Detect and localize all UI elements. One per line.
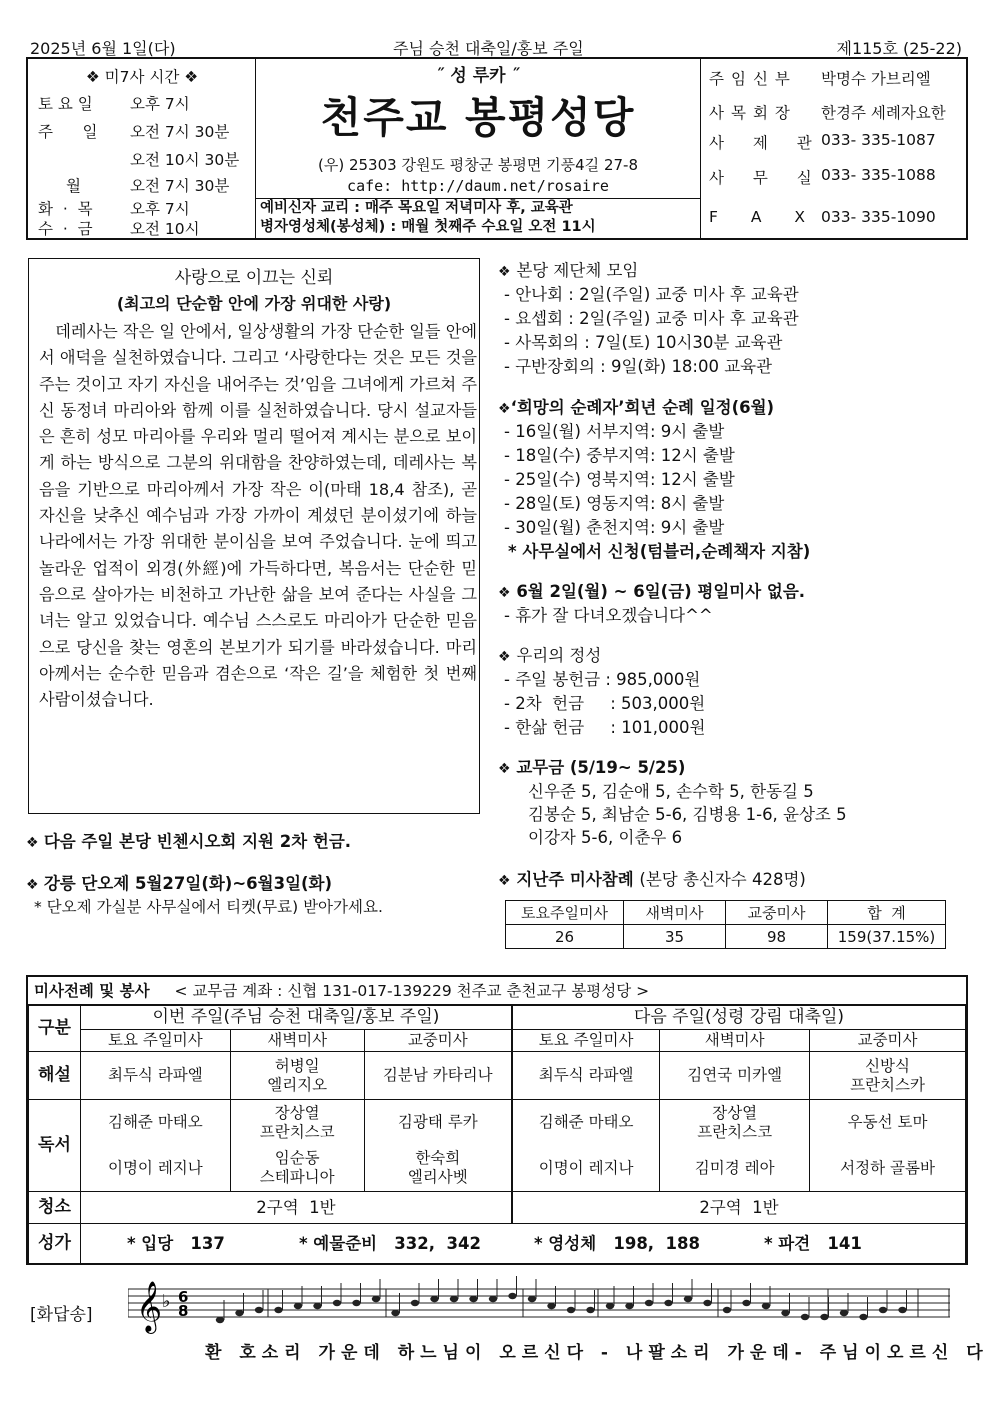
table-cell: 김광태 루카 — [364, 1100, 512, 1146]
table-cell: 최두식 라파엘 — [80, 1052, 230, 1100]
table-header: 교중미사 — [726, 901, 828, 925]
note — [840, 1310, 848, 1316]
music-staff — [128, 1275, 950, 1335]
header-notes — [256, 198, 700, 238]
list-item: - 28일(토) 영동지역: 8시 출발 — [504, 494, 725, 513]
this-week-header: 이번 주일(주님 승천 대축일/홍보 주일) — [80, 1006, 512, 1030]
table-cell: 한숙희 엘리사벳 — [364, 1146, 512, 1192]
sick-communion-note: 병자영성체(봉성체) : 매월 첫째주 수요일 오전 11시 — [260, 219, 596, 235]
reflection-box — [28, 258, 480, 814]
table-row — [29, 1192, 966, 1224]
mass-column: 새벽미사 — [660, 1030, 810, 1052]
table-cell: 김해준 마태오 — [512, 1100, 660, 1146]
heading-text: 6월 2일(월) ~ 6일(금) 평일미사 없음. — [516, 582, 806, 601]
contacts-panel — [700, 59, 966, 238]
treble-clef-icon: 𝄞 — [136, 1281, 163, 1332]
row-label: 독서 — [29, 1100, 81, 1192]
psalm-notes — [216, 1276, 918, 1323]
liturgy-title: 미사전례 및 봉사 — [34, 982, 150, 1000]
note — [294, 1303, 302, 1309]
mass-times-title: ❖ 미7사 시간 ❖ — [85, 68, 199, 86]
contact-row — [709, 101, 965, 123]
reflection-body: 데레사는 작은 일 안에서, 일상생활의 가장 단순한 일들 안에서 애덕을 실천하였습니다. 그리고 ‘사랑한다는 것은 모든 것을 주는 것이고 자기 자신을 내어주는 것’임을 그녀에게 가르쳐 주신 동정녀 마리아와 함께 이를 실천하였습니다. 당시 설교자들은 흔히 성모 마리아를 우리와 멀리 떨어져 계시는 분으로 보이게 하는 방식으로 그분의 위대함을 찬양하였는데, 데레사는 복음을 기반으로 마리아께서 가장 작은 이(마태 18,4 참조), 곧 자신을 낮추신 예수님과 가장 가까이 계셨던 분이셨기에 하늘나라에서는 가장 위대한 분이심을 보여 주었습니다. 눈에 띄고 놀라운 업적이 외경(外經)에 가득하다면, 복음서는 단순한 믿음으로 살아가는 비천하고 가난한 삶을 보여 준다는 사실을 그녀는 알고 있었습니다. 예수님 스스로도 마리아가 단순한 믿음으로 당신을 찾는 영혼의 본보기가 되기를 바라셨습니다. 마리아께서는 순수한 믿음과 겸손으로 ‘작은 길’을 체험한 첫 번째 사람이셨습니다. — [39, 322, 477, 710]
contact-value: 033- 335-1088 — [821, 166, 936, 184]
note — [664, 1300, 672, 1306]
contact-value: 033- 335-1090 — [821, 208, 936, 226]
diamond-icon: ❖ — [26, 877, 39, 893]
table-cell: 김해준 마태오 — [80, 1100, 230, 1146]
note — [255, 1307, 263, 1313]
list-item: 이강자 5-6, 이춘우 6 — [528, 828, 683, 847]
note — [781, 1310, 789, 1316]
section-heading — [498, 868, 968, 892]
list-item: - 2차 헌금 : 503,000원 — [504, 694, 706, 713]
table-row — [506, 901, 946, 925]
mass-day: 토 요 일 — [38, 95, 93, 113]
mass-column: 새벽미사 — [230, 1030, 364, 1052]
list-item: - 구반장회의 : 9일(화) 18:00 교육관 — [504, 357, 773, 376]
flat-icon: ♭ — [162, 1291, 171, 1312]
mass-time: 오후 7시 — [130, 200, 190, 218]
header-box — [26, 57, 968, 240]
note — [859, 1314, 867, 1320]
cleaning-this-week: 2구역 1반 — [80, 1192, 512, 1224]
contact-row — [709, 131, 965, 153]
notice-vincent — [26, 828, 351, 852]
contact-row — [709, 166, 965, 188]
row-label: 해설 — [29, 1052, 81, 1100]
hymn-dismissal: * 파견 141 — [763, 1234, 862, 1253]
mass-day: 주 일 — [38, 123, 98, 141]
issue-number: 제115호 (25-22) — [836, 39, 962, 58]
table-header: 토요주일미사 — [506, 901, 624, 925]
time-signature-bottom: 8 — [178, 1302, 189, 1320]
table-row — [29, 1224, 966, 1264]
table-cell: 허병일 엘리지오 — [230, 1052, 364, 1100]
mass-day: 화 · 목 — [38, 200, 93, 218]
patron-saint: ˝ 성 루카 ˝ — [435, 66, 521, 86]
row-label: 청소 — [29, 1192, 81, 1224]
contact-label: F A X — [709, 208, 819, 226]
section-heading — [498, 396, 968, 420]
note — [898, 1307, 906, 1313]
note — [274, 1307, 282, 1313]
note — [723, 1307, 731, 1313]
hymn-numbers — [80, 1224, 965, 1264]
list-item: 신우준 5, 김순애 5, 손수학 5, 한동길 5 — [528, 782, 814, 801]
cleaning-next-week: 2구역 1반 — [512, 1192, 966, 1224]
contact-label: 사 제 관 — [709, 134, 824, 152]
diamond-icon: ❖ — [498, 649, 511, 665]
hymn-communion: * 영성체 198, 188 — [533, 1234, 701, 1253]
catechumen-note: 예비신자 교리 : 매주 목요일 저녁미사 후, 교육관 — [260, 200, 573, 216]
notice-text: 강릉 단오제 5월27일(화)~6월3일(화) — [43, 874, 333, 893]
note — [762, 1303, 770, 1309]
next-week-header: 다음 주일(성령 강림 대축일) — [512, 1006, 966, 1030]
mass-time: 오전 7시 30분 — [130, 177, 230, 195]
contact-value: 한경주 세례자요한 — [821, 104, 946, 122]
time-signature-top: 6 — [178, 1288, 189, 1306]
mass-time: 오전 7시 30분 — [130, 123, 230, 141]
list-item: 김봉순 5, 최남순 5-6, 김병용 1-6, 윤상조 5 — [528, 805, 847, 824]
top-line — [30, 36, 962, 58]
bulletin-date: 2025년 6월 1일(다) — [30, 39, 176, 58]
note — [625, 1303, 633, 1309]
note — [352, 1300, 360, 1306]
diocese-dues-section — [498, 756, 968, 849]
note — [216, 1317, 224, 1323]
list-item: - 요셉회 : 2일(주일) 교중 미사 후 교육관 — [504, 309, 799, 328]
liturgy-bar — [28, 977, 966, 1005]
note — [606, 1303, 614, 1309]
no-mass-section — [498, 580, 968, 628]
note — [372, 1296, 380, 1302]
psalm-label: [화답송] — [30, 1305, 93, 1325]
list-item: - 16일(월) 서부지역: 9시 출발 — [504, 422, 725, 441]
note — [489, 1296, 497, 1302]
note — [742, 1300, 750, 1306]
note — [430, 1296, 438, 1302]
note — [879, 1307, 887, 1313]
service-grid — [28, 1005, 966, 1264]
pilgrimage-note: * 사무실에서 신청(텀블러,순례책자 지참) — [508, 542, 811, 561]
diamond-icon: ❖ — [498, 401, 511, 417]
table-cell: 우동선 토마 — [810, 1100, 966, 1146]
psalm-lyrics: 환 호소리 가운데 하느님이 오르신다 - 나팔소리 가운데- 주님이오르신 다 — [205, 1343, 989, 1363]
mass-column: 교중미사 — [364, 1030, 512, 1052]
note — [411, 1300, 419, 1306]
note — [508, 1293, 516, 1299]
table-cell: 서정하 골롬바 — [810, 1146, 966, 1192]
reflection-title: 사랑으로 이끄는 신뢰 — [174, 268, 334, 288]
mass-column: 교중미사 — [810, 1030, 966, 1052]
note — [469, 1296, 477, 1302]
parish-groups-section — [498, 259, 968, 379]
contact-label: 사목회장 — [709, 104, 797, 122]
row-label: 성가 — [29, 1224, 81, 1264]
table-cell: 최두식 라파엘 — [512, 1052, 660, 1100]
table-row — [29, 1030, 966, 1052]
table-cell: 김연국 미카엘 — [660, 1052, 810, 1100]
list-item: - 사목회의 : 7일(토) 10시30분 교육관 — [504, 333, 783, 352]
mass-time: 오후 7시 — [130, 95, 190, 113]
table-cell: 98 — [726, 925, 828, 949]
note — [820, 1314, 828, 1320]
note — [684, 1296, 692, 1302]
parish-address: (우) 25303 강원도 평창군 봉평면 기풍4길 27-8 — [318, 156, 638, 174]
table-header: 합 계 — [828, 901, 946, 925]
mass-column: 토요 주일미사 — [80, 1030, 230, 1052]
hymn-offertory: * 예물준비 332, 342 — [298, 1234, 481, 1253]
table-cell: 장상열 프란치스코 — [660, 1100, 810, 1146]
note — [235, 1310, 243, 1316]
hymn-entrance: * 입당 137 — [126, 1234, 225, 1253]
table-cell: 임순동 스테파니아 — [230, 1146, 364, 1192]
section-heading — [498, 259, 968, 283]
table-cell: 35 — [624, 925, 726, 949]
heading-text: 교무금 (5/19~ 5/25) — [516, 758, 686, 777]
note — [528, 1296, 536, 1302]
attendance-section — [498, 868, 968, 892]
contact-label: 주임신부 — [709, 70, 797, 88]
table-cell: 159(37.15%) — [828, 925, 946, 949]
attendance-note: (본당 총신자수 428명) — [639, 870, 806, 889]
section-heading — [498, 580, 968, 604]
table-header: 새벽미사 — [624, 901, 726, 925]
table-row — [506, 925, 946, 949]
mass-time: 오전 10시 — [130, 220, 200, 238]
table-row — [29, 1100, 966, 1146]
dues-account: < 교무금 계좌 : 신협 131-017-139229 천주교 춘천교구 봉평성당 > — [174, 982, 650, 1000]
contact-value: 박명수 가브리엘 — [821, 70, 931, 88]
contact-value: 033- 335-1087 — [821, 131, 936, 149]
diamond-icon: ❖ — [498, 264, 511, 280]
section-heading — [498, 644, 968, 668]
table-cell: 이명이 레지나 — [512, 1146, 660, 1192]
row-label: 구분 — [29, 1006, 81, 1052]
note — [645, 1300, 653, 1306]
list-item: - 휴가 잘 다녀오겠습니다^^ — [504, 606, 713, 625]
table-cell: 김미경 레아 — [660, 1146, 810, 1192]
attendance-table — [505, 900, 946, 949]
note — [801, 1314, 809, 1320]
table-row — [29, 1146, 966, 1192]
heading-text: 본당 제단체 모임 — [516, 261, 639, 280]
heading-text: ‘희망의 순례자’희년 순례 일정(6월) — [510, 398, 775, 417]
contact-label: 사 무 실 — [709, 169, 824, 187]
table-row — [29, 1052, 966, 1100]
section-heading — [498, 756, 968, 780]
note — [450, 1296, 458, 1302]
parish-identity — [256, 59, 700, 238]
list-item: - 주일 봉헌금 : 985,000원 — [504, 670, 701, 689]
parish-name: 천주교 봉평성당 — [320, 93, 636, 142]
pilgrimage-section — [498, 396, 968, 564]
table-cell: 신방식 프란치스카 — [810, 1052, 966, 1100]
mass-day: 수 · 금 — [38, 220, 93, 238]
heading-text: 지난주 미사참례 — [516, 870, 634, 889]
table-cell: 이명이 레지나 — [80, 1146, 230, 1192]
diamond-icon: ❖ — [498, 761, 511, 777]
mass-time: 오전 10시 30분 — [130, 151, 240, 169]
table-cell: 장상열 프란치스코 — [230, 1100, 364, 1146]
contact-row — [709, 208, 965, 230]
mass-column: 토요 주일미사 — [512, 1030, 660, 1052]
table-cell: 김분남 카타리나 — [364, 1052, 512, 1100]
diamond-icon: ❖ — [26, 835, 39, 851]
cafe-link[interactable]: cafe: http://daum.net/rosaire — [347, 177, 609, 195]
note — [333, 1300, 341, 1306]
reflection-subtitle: (최고의 단순함 안에 가장 위대한 사랑) — [116, 294, 392, 313]
table-row — [29, 1006, 966, 1030]
table-cell: 26 — [506, 925, 624, 949]
list-item: - 25일(수) 영북지역: 12시 출발 — [504, 470, 735, 489]
notice-text: 다음 주일 본당 빈첸시오회 지원 2차 헌금. — [43, 832, 352, 851]
list-item: - 30일(월) 춘천지역: 9시 출발 — [504, 518, 725, 537]
note — [586, 1307, 594, 1313]
list-item: - 한삶 헌금 : 101,000원 — [504, 718, 706, 737]
diamond-icon: ❖ — [498, 873, 511, 889]
list-item: - 안나회 : 2일(주일) 교중 미사 후 교육관 — [504, 285, 799, 304]
contact-row — [709, 67, 965, 89]
list-item: - 18일(수) 중부지역: 12시 출발 — [504, 446, 735, 465]
feast-title: 주님 승천 대축일/홍보 주일 — [393, 39, 584, 58]
mass-day: 월 — [66, 177, 81, 195]
note — [567, 1307, 575, 1313]
notice-dano — [26, 870, 332, 894]
mass-times-panel — [28, 59, 256, 238]
note — [313, 1303, 321, 1309]
note — [703, 1300, 711, 1306]
note — [391, 1310, 399, 1316]
heading-text: 우리의 정성 — [516, 646, 602, 665]
note — [547, 1303, 555, 1309]
liturgy-service-table — [26, 975, 968, 1265]
notice-dano-detail: * 단오제 가실분 사무실에서 티켓(무료) 받아가세요. — [34, 898, 383, 916]
offering-section — [498, 644, 968, 740]
diamond-icon: ❖ — [498, 585, 511, 601]
